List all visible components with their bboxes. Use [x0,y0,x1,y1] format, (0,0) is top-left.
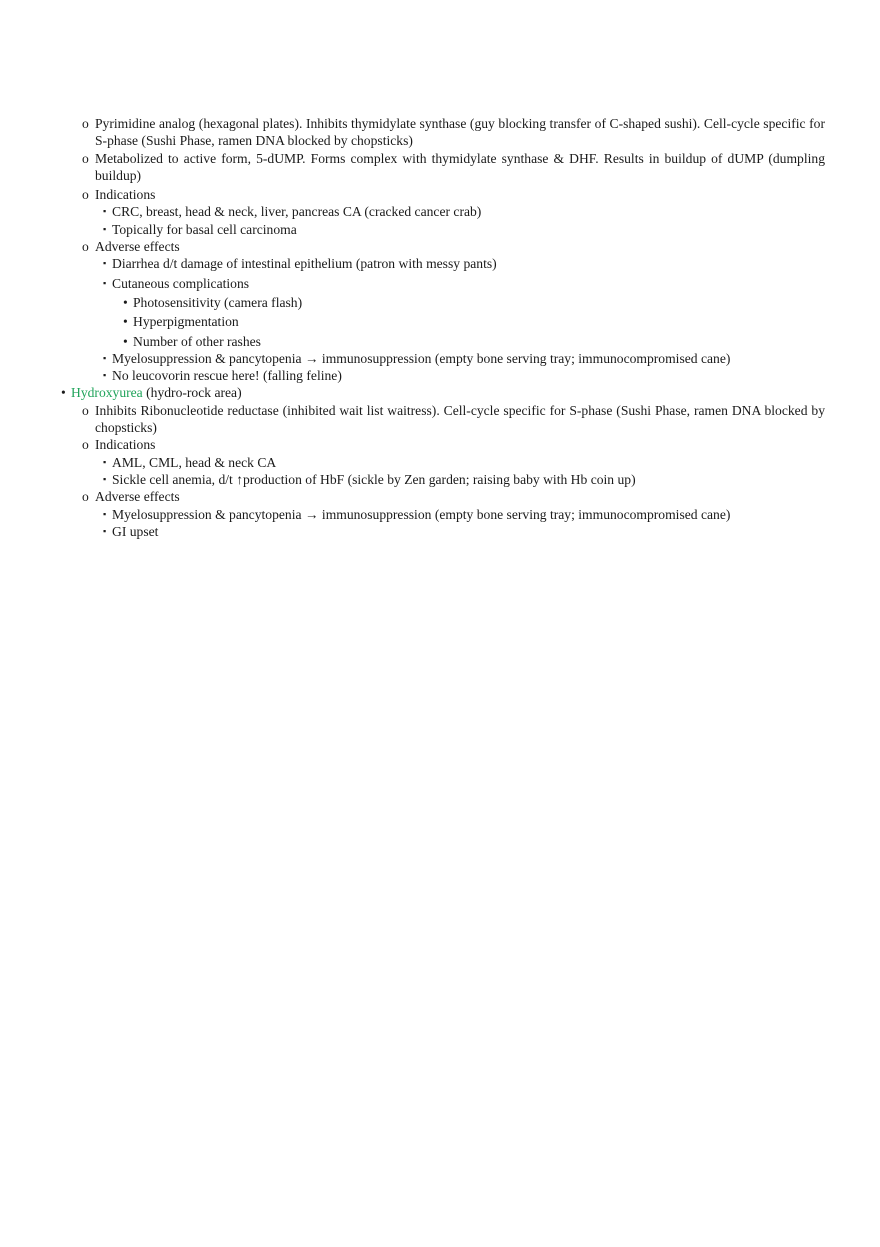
fu-cutaneous-item: • Number of other rashes [123,333,261,349]
bullet-icon: • [61,385,66,401]
fu-adverse-item-cutaneous: ▪ Cutaneous complications [103,275,250,291]
hydroxyurea-indications-heading: o Indications [82,437,156,453]
bullet-icon: • [123,314,128,330]
square-bullet-icon: ▪ [103,206,107,217]
square-bullet-icon: ▪ [103,223,107,234]
hydroxyurea-entry [0,384,880,401]
fu-adverse-item-leucovorin: ▪ No leucovorin rescue here! (falling feline) [103,368,342,384]
square-bullet-icon: ▪ [103,277,107,288]
hydroxyurea-adverse-item: ▪ GI upset [103,523,159,539]
hydroxyurea-indication-item: ▪ AML, CML, head & neck CA [103,454,277,470]
fu-indications-heading: o Indications [82,187,156,203]
fu-adverse-heading: o Adverse effects [82,239,180,255]
square-bullet-icon: ▪ [103,525,107,536]
drug-name-hydroxyurea: Hydroxyurea [71,385,143,401]
fu-moa-text-2: Metabolized to active form, 5-dUMP. Forms complex with thymidylate synthase & DHF. Results in buildup of dUMP (dumpling buildup) [95,150,825,183]
fu-moa-item-2 [0,150,880,185]
sub-bullet: o [82,489,89,505]
square-bullet-icon: ▪ [103,473,107,484]
hydroxyurea-adverse-heading: o Adverse effects [82,489,180,505]
bullet-icon: • [123,294,128,310]
sub-bullet: o [82,116,89,131]
fu-adverse-item-diarrhea: ▪ Diarrhea d/t damage of intestinal epithelium (patron with messy pants) [103,256,497,272]
drug-mnemonic: (hydro-rock area) [142,385,242,401]
fu-cutaneous-item: • Photosensitivity (camera flash) [123,294,303,310]
square-bullet-icon: ▪ [103,456,107,467]
square-bullet-icon: ▪ [103,370,107,381]
fu-moa-item-1 [0,115,880,150]
square-bullet-icon: ▪ [103,508,107,519]
hydroxyurea-adverse-item: ▪ Myelosuppression & pancytopenia → immunosuppression (empty bone serving tray; immunocompromised cane) [103,506,731,522]
hydroxyurea-indication-item: ▪ Sickle cell anemia, d/t ↑production of HbF (sickle by Zen garden; raising baby with Hb coin up) [103,471,636,487]
sub-bullet: o [82,187,89,203]
sub-bullet: o [82,437,89,453]
notes-content [0,115,880,540]
fu-indication-item: ▪ CRC, breast, head & neck, liver, pancreas CA (cracked cancer crab) [103,204,482,220]
bullet-icon: • [123,333,128,349]
fu-indication-item: ▪ Topically for basal cell carcinoma [103,221,297,237]
sub-bullet: o [82,402,89,418]
square-bullet-icon: ▪ [103,258,107,269]
fu-moa-text-1: Pyrimidine analog (hexagonal plates). Inhibits thymidylate synthase (guy blocking transfer of C-shaped sushi). Cell-cycle specific for S-phase (Sushi Phase, ramen DNA blocked by chopsticks) [95,116,825,149]
sub-bullet: o [82,239,89,255]
sub-bullet: o [82,150,89,166]
fu-adverse-item-myelo: ▪ Myelosuppression & pancytopenia → immunosuppression (empty bone serving tray; immunocompromised cane) [103,350,731,366]
hydroxyurea-moa: o Inhibits Ribonucleotide reductase (inhibited wait list waitress). Cell-cycle specific for S-phase (Sushi Phase, ramen DNA blocked by chopsticks) [82,402,825,436]
square-bullet-icon: ▪ [103,352,107,363]
fu-cutaneous-item: • Hyperpigmentation [123,314,239,330]
